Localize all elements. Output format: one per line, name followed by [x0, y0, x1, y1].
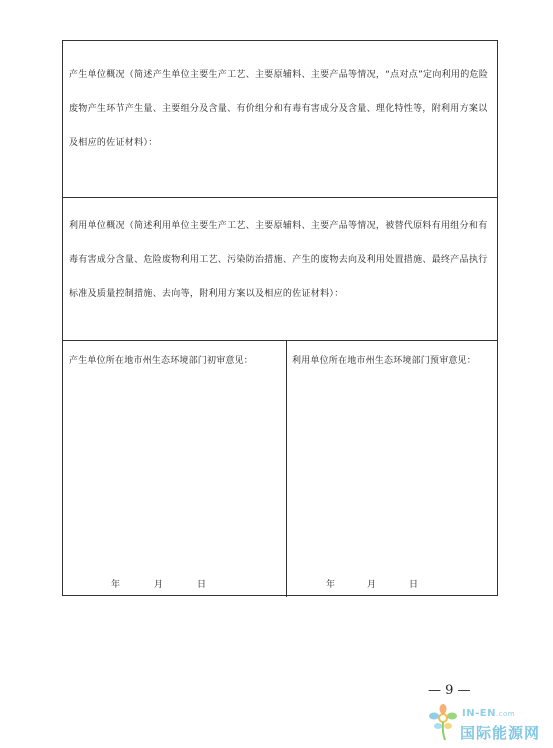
- pre-review-title: 利用单位所在地市州生态环境部门预审意见：: [292, 356, 477, 366]
- producer-overview-text: 产生单位概况（简述产生单位主要生产工艺、主要原辅料、主要产品等情况，“点对点”定向利用的危险废物产生环节产生量、主要组分及含量、有价组分和有毒有害成分及含量、理化特性等，附利用方案以及相应的佐证材料）：: [69, 70, 489, 148]
- watermark-cn-name: 国际能源网: [460, 724, 541, 742]
- pre-review-month: 月: [367, 580, 377, 590]
- watermark: [420, 700, 548, 744]
- user-overview-text: 利用单位概况（简述利用单位主要生产工艺、主要原辅料、主要产品等情况，被替代原料有用组分和有毒有害成分含量、危险废物利用工艺、污染防治措施、产生的废物去向及利用处置措施、最终产品执行标准及质量控制措施、去向等，附利用方案以及相应的佐证材料）：: [69, 221, 488, 299]
- initial-review-year: 年: [111, 580, 121, 590]
- initial-review-month: 月: [154, 580, 164, 590]
- page-number: — 9 —: [428, 683, 471, 698]
- initial-review-title: 产生单位所在地市州生态环境部门初审意见：: [69, 356, 254, 366]
- initial-review-day: 日: [197, 580, 207, 590]
- user-overview-cell: [63, 198, 497, 341]
- review-form-table: [62, 40, 498, 596]
- flower-logo-icon: [426, 704, 460, 742]
- initial-review-cell: [63, 341, 286, 597]
- producer-overview-cell: [63, 41, 497, 198]
- pre-review-day: 日: [409, 580, 419, 590]
- opinion-row: [63, 341, 497, 597]
- pre-review-cell: [287, 341, 497, 597]
- watermark-brand: IN-EN.com: [462, 708, 516, 719]
- pre-review-year: 年: [326, 580, 336, 590]
